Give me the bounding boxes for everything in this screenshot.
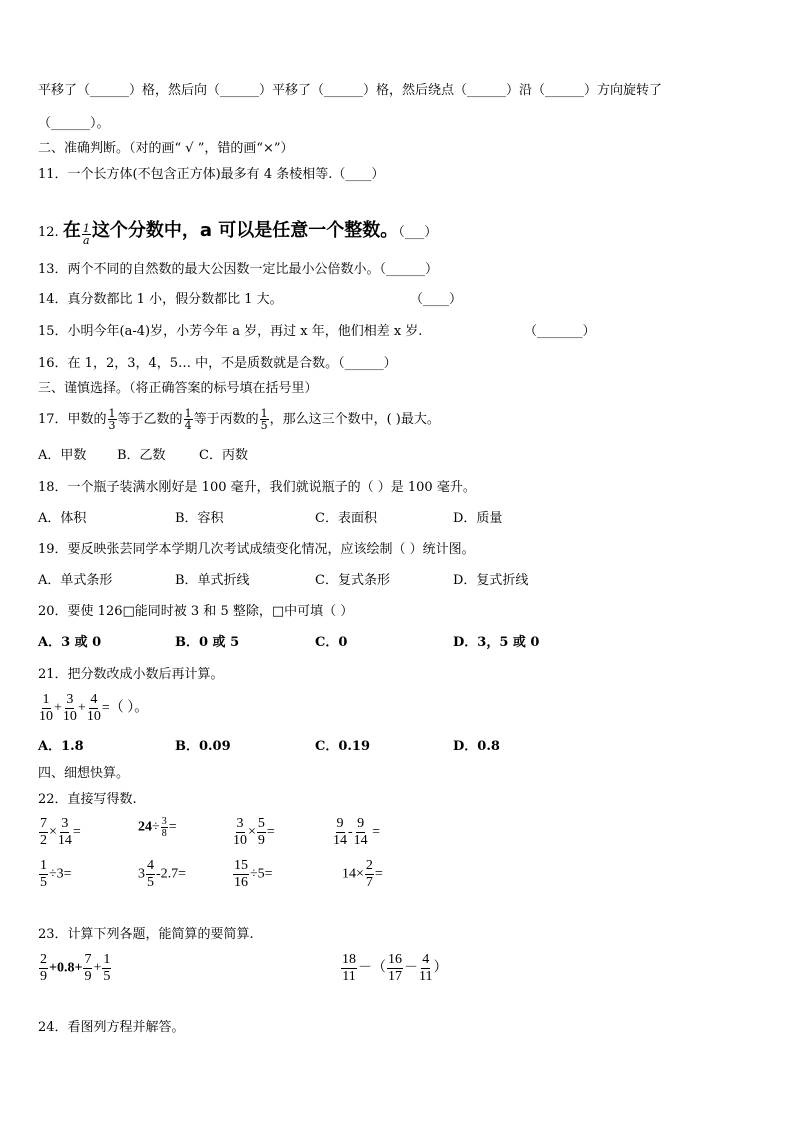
q19-option-d: D．复式折线 — [453, 573, 529, 588]
question-17: 17．甲数的 $\frac{1}{3}$ 等于乙数的 $\frac{1}{4}$ 等于丙数的 $\frac{1}{5}$ ，那么这三个数中，( )最大。 — [38, 407, 440, 432]
q18-option-c: C．表面积 — [315, 511, 377, 526]
question-11: 11．一个长方体(不包含正方体)最多有 4 条棱相等.（____） — [38, 167, 385, 182]
q17-fraction-2: $\frac{1}{4}$ — [184, 407, 192, 432]
q12-number: 12. — [38, 225, 59, 240]
q12-post: 这个分数中，a 可以是任意一个整数。 — [91, 220, 399, 241]
q17-fraction-3: $\frac{1}{5}$ — [260, 407, 268, 432]
q21-option-b: B．0.09 — [175, 739, 231, 754]
intro-line-2: （______）。 — [38, 116, 110, 131]
q22-expr-8: 14× $\frac{2}{7}$ = — [342, 858, 383, 890]
q17-option-b: B．乙数 — [117, 448, 166, 463]
question-13: 13．两个不同的自然数的最大公因数一定比最小公倍数小。（______） — [38, 262, 439, 277]
q12-blank: （___） — [398, 225, 438, 240]
q17-fraction-1: $\frac{1}{3}$ — [108, 407, 116, 432]
q17-option-a: A．甲数 — [38, 448, 87, 463]
q20-option-a: A．3 或 0 — [38, 635, 102, 650]
question-22: 22．直接写得数. — [38, 792, 137, 807]
q18-option-b: B．容积 — [175, 511, 224, 526]
question-12 — [38, 222, 437, 246]
question-15: 15．小明今年(a-4)岁，小芳今年 a 岁，再过 x 年，他们相差 x 岁. — [38, 324, 423, 339]
question-16: 16．在 1，2，3，4，5… 中，不是质数就是合数。（______） — [38, 356, 397, 371]
q21-option-a: A．1.8 — [38, 739, 84, 754]
q22-expr-2: 24÷ $\frac{3}{8}$ = — [138, 816, 177, 839]
q23-expr-2: $\frac{18}{11}$ －（ $\frac{16}{17}$ － $\frac{4}{11}$ ） — [342, 952, 448, 984]
q22-expr-6: 3 $\frac{4}{5}$ -2.7= — [138, 858, 187, 890]
section-4-title: 四、细想快算。 — [38, 766, 130, 781]
section-3-title: 三、谨慎选择。（将正确答案的标号填在括号里） — [38, 381, 318, 396]
question-18: 18．一个瓶子装满水刚好是 100 毫升，我们就说瓶子的（ ）是 100 毫升。 — [38, 480, 476, 495]
q17-option-c: C．丙数 — [199, 448, 248, 463]
q12-pre: 在 — [62, 220, 81, 241]
intro-line-1: 平移了（______）格，然后向（______）平移了（______）格，然后绕点（______）沿（______）方向旋转了 — [38, 83, 663, 98]
q18-option-d: D．质量 — [453, 511, 503, 526]
question-20: 20．要使 126□能同时被 3 和 5 整除，□中可填（ ） — [38, 604, 354, 619]
q23-expr-1: $\frac{2}{9}$ +0.8+ $\frac{7}{9}$ + $\frac{1}{5}$ — [40, 952, 111, 984]
q22-expr-1: $\frac{7}{2}$ × $\frac{3}{14}$ = — [40, 816, 81, 848]
q21-expression: $\frac{1}{10}$ + $\frac{3}{10}$ + $\frac{4}{10}$ =（ ）。 — [39, 692, 149, 724]
q12-fraction: $\frac{1}{a}$ — [82, 222, 90, 247]
q21-option-c: C．0.19 — [315, 739, 371, 754]
q19-option-a: A．单式条形 — [38, 573, 113, 588]
question-14: 14．真分数都比 1 小，假分数都比 1 大。 — [38, 292, 283, 307]
q20-option-b: B．0 或 5 — [175, 635, 240, 650]
q18-option-a: A．体积 — [38, 511, 87, 526]
q22-expr-5: $\frac{1}{5}$ ÷3= — [40, 858, 72, 890]
q21-option-d: D．0.8 — [453, 739, 500, 754]
question-24: 24．看图列方程并解答。 — [38, 1020, 185, 1035]
q22-expr-4: $\frac{9}{14}$ - $\frac{9}{14}$ = — [333, 816, 381, 848]
q19-option-b: B．单式折线 — [175, 573, 250, 588]
q22-expr-7: $\frac{15}{16}$ ÷5= — [234, 858, 273, 890]
question-23: 23．计算下列各题，能简算的要简算. — [38, 927, 254, 942]
q15-blank: （_______） — [524, 324, 596, 339]
q20-option-c: C．0 — [315, 635, 348, 650]
q22-expr-3: $\frac{3}{10}$ × $\frac{5}{9}$ = — [233, 816, 275, 848]
question-19: 19．要反映张芸同学本学期几次考试成绩变化情况，应该绘制（ ）统计图。 — [38, 542, 475, 557]
q19-option-c: C．复式条形 — [315, 573, 390, 588]
q14-blank: （____） — [410, 292, 463, 307]
section-2-title: 二、准确判断。（对的画“ √ ”，错的画“×”） — [38, 141, 294, 156]
q20-option-d: D．3，5 或 0 — [453, 635, 540, 650]
question-21: 21．把分数改成小数后再计算。 — [38, 667, 224, 682]
